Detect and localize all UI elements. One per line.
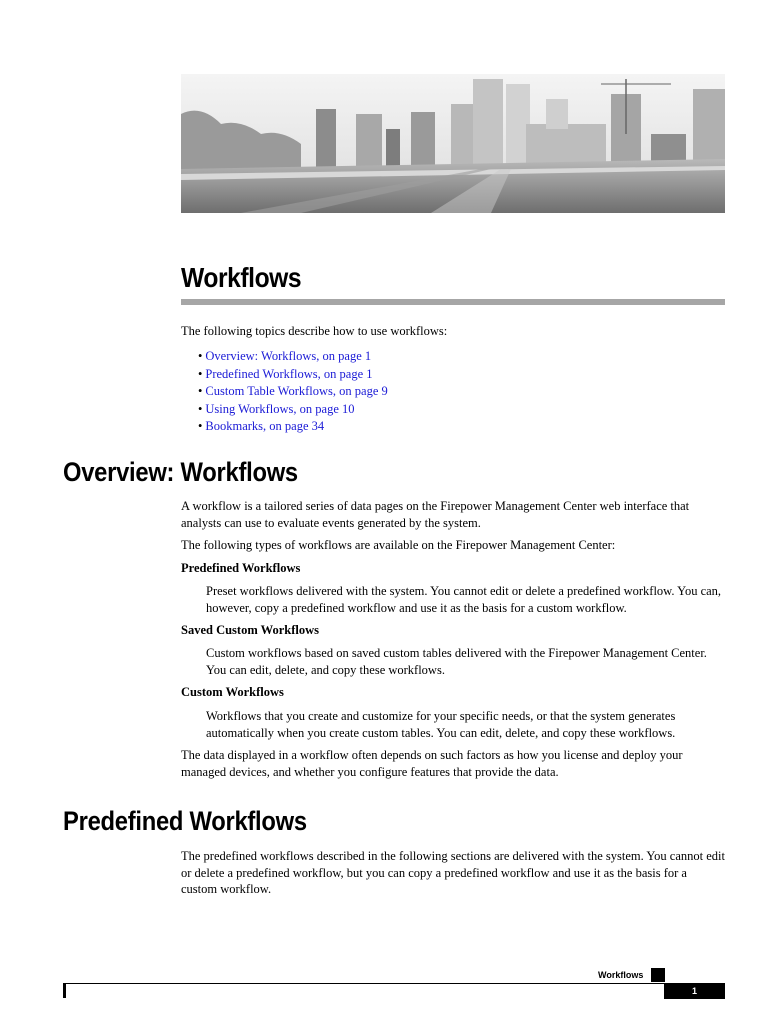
footer-marker bbox=[651, 968, 665, 982]
bullet: • bbox=[198, 384, 203, 398]
bullet: • bbox=[198, 401, 203, 416]
overview-closing-paragraph: The data displayed in a workflow often depends on such factors as how you license and deploy your managed devices, and whether you configure features that provide the data. bbox=[181, 748, 683, 779]
topic-link-bookmarks[interactable]: Bookmarks, on page 34 bbox=[205, 419, 325, 433]
page-number-badge bbox=[664, 983, 725, 999]
topic-list-item bbox=[198, 401, 388, 419]
chapter-intro: The following topics describe how to use workflows: bbox=[181, 324, 448, 338]
section-heading-overview: Overview: Workflows bbox=[63, 457, 298, 487]
topic-list-item bbox=[198, 366, 388, 384]
topic-list-item bbox=[198, 348, 388, 366]
term-custom: Custom Workflows bbox=[181, 685, 284, 699]
definition-saved-custom: Custom workflows based on saved custom tables delivered with the Firepower Management Center. You can edit, delete, and copy these workflows. bbox=[206, 646, 707, 677]
bullet: • bbox=[198, 349, 203, 363]
page-number: 1 bbox=[691, 986, 697, 996]
topic-link-using[interactable]: Using Workflows, on page 10 bbox=[205, 401, 355, 416]
section-heading-predefined: Predefined Workflows bbox=[63, 806, 307, 836]
topic-list-item bbox=[198, 383, 388, 401]
overview-paragraph: A workflow is a tailored series of data pages on the Firepower Management Center web interface that analysts can use to evaluate events generated by the system. bbox=[181, 499, 690, 530]
term-saved-custom: Saved Custom Workflows bbox=[181, 623, 319, 637]
definition-predefined: Preset workflows delivered with the system. You cannot edit or delete a predefined workflow. You can, however, copy a predefined workflow and use it as the basis for a custom workflow. bbox=[206, 584, 722, 615]
chapter-banner-image bbox=[181, 74, 725, 213]
footer-tick bbox=[63, 983, 66, 998]
footer-chapter-label: Workflows bbox=[598, 970, 644, 980]
topic-link-custom-table[interactable]: Custom Table Workflows, on page 9 bbox=[205, 384, 388, 398]
topic-link-overview[interactable]: Overview: Workflows, on page 1 bbox=[205, 349, 372, 363]
overview-types-paragraph: The following types of workflows are available on the Firepower Management Center: bbox=[181, 538, 616, 552]
predefined-paragraph: The predefined workflows described in the following sections are delivered with the system. You cannot edit or delete a predefined workflow, but you can copy a predefined workflow and use it as the basis for a custom workflow. bbox=[181, 849, 725, 896]
topic-list bbox=[198, 348, 388, 436]
footer-rule bbox=[63, 983, 724, 984]
topic-list-item bbox=[198, 418, 388, 436]
definition-custom: Workflows that you create and customize for your specific needs, or that the system generates automatically when you create custom tables. You can edit, delete, and copy these workflows. bbox=[206, 709, 676, 740]
bullet: • bbox=[198, 419, 203, 433]
chapter-title: Workflows bbox=[181, 262, 302, 293]
term-predefined: Predefined Workflows bbox=[181, 561, 301, 575]
bullet: • bbox=[198, 366, 203, 381]
topic-link-predefined[interactable]: Predefined Workflows, on page 1 bbox=[205, 366, 373, 381]
title-rule bbox=[181, 299, 725, 305]
